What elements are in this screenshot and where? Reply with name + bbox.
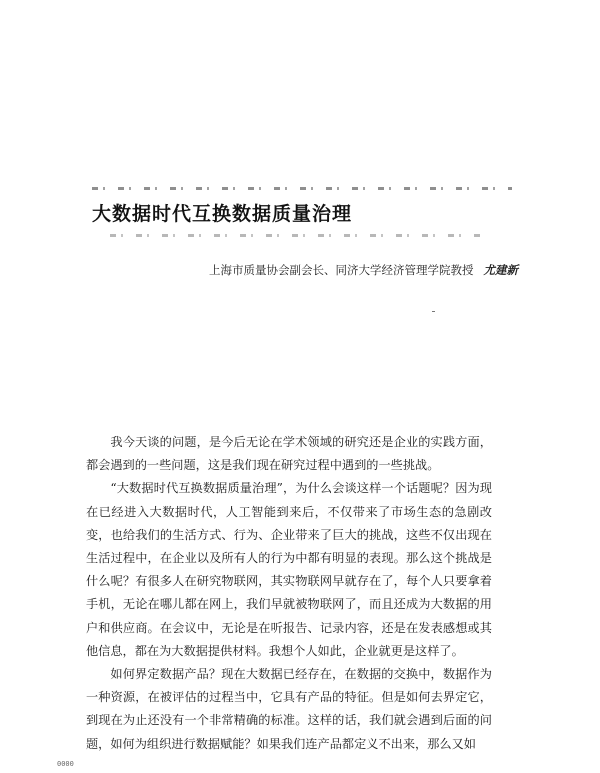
paragraph-1: 我今天谈的问题，是今后无论在学术领域的研究还是企业的实践方面，都会遇到的一些问题，这是我们现在研究过程中遇到的一些挑战。	[86, 435, 492, 473]
scan-speck	[432, 311, 435, 312]
page-mark: 0000	[57, 760, 74, 768]
byline	[209, 262, 518, 278]
article-body	[86, 431, 492, 756]
scan-artifact-bottom	[110, 234, 480, 237]
article-title: 大数据时代互换数据质量治理	[92, 203, 353, 225]
scan-artifact-top	[92, 187, 512, 190]
author-affiliation: 上海市质量协会副会长、同济大学经济管理学院教授	[209, 263, 474, 277]
paragraph-3: 如何界定数据产品？现在大数据已经存在，在数据的交换中，数据作为一种资源，在被评估的过程当中，它具有产品的特征。但是如何去界定它，到现在为止还没有一个非常精确的标准。这样的话，我们就会遇到后面的问题，如何为组织进行数据赋能？如果我们连产品都定义不出来，那么又如	[86, 667, 492, 751]
author-name: 尤建新	[483, 263, 518, 277]
paragraph-2: “大数据时代互换数据质量治理”，为什么会谈这样一个话题呢？因为现在已经进入大数据时代，人工智能到来后，不仅带来了市场生态的急剧改变，也给我们的生活方式、行为、企业带来了巨大的挑战，这些不仅出现在生活过程中，在企业以及所有人的行为中都有明显的表现。那么这个挑战是什么呢？有很多人在研究物联网，其实物联网早就存在了，每个人只要拿着手机，无论在哪儿都在网上，我们早就被物联网了，而且还成为大数据的用户和供应商。在会议中，无论是在听报告、记录内容，还是在发表感想或其他信息，都在为大数据提供材料。我想个人如此，企业就更是这样了。	[86, 481, 492, 658]
